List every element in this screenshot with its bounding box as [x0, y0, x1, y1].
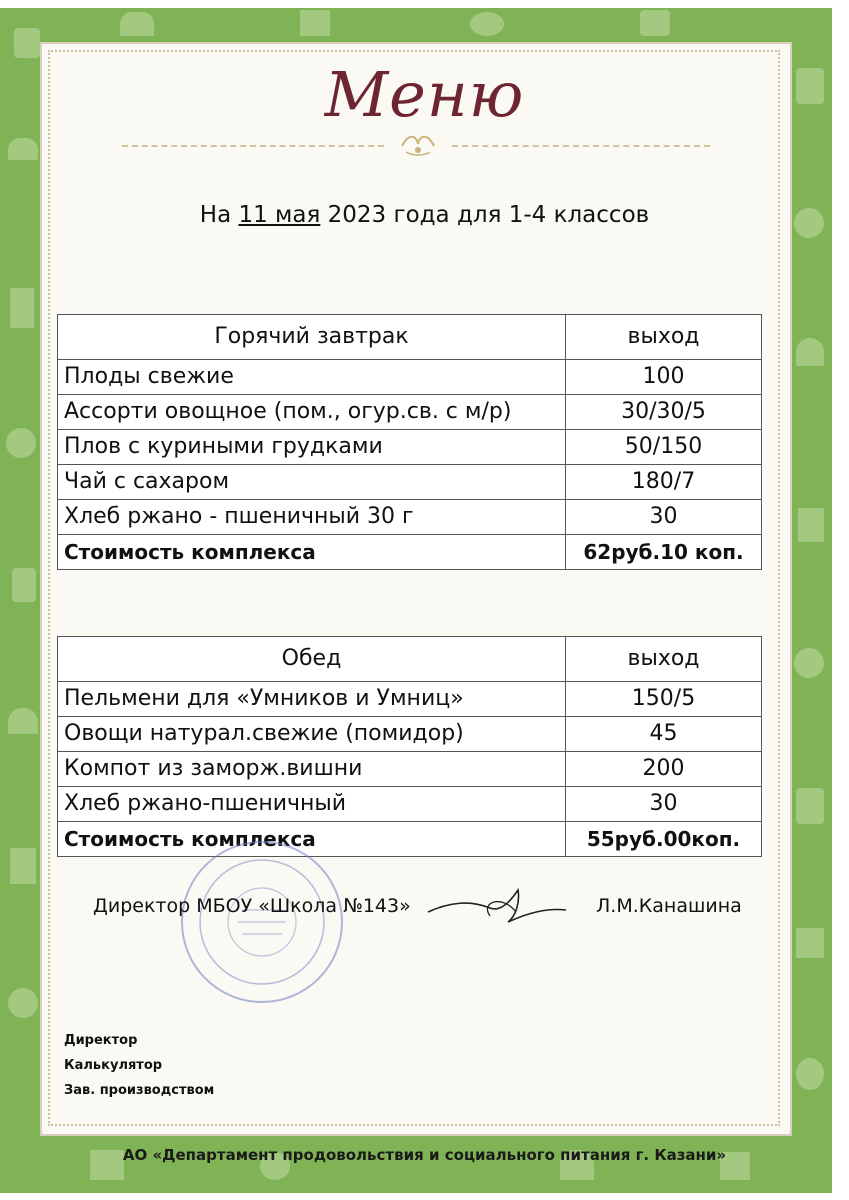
breakfast-heading: Горячий завтрак: [58, 315, 566, 360]
dish-name: Компот из заморж.вишни: [58, 752, 566, 787]
dish-output: 50/150: [566, 430, 762, 465]
table-row: [58, 752, 762, 787]
lunch-table: [57, 636, 762, 857]
table-header-row: [58, 315, 762, 360]
food-pattern-icon: [8, 708, 38, 734]
subtitle-prefix: На: [199, 202, 239, 228]
dish-output: 30: [566, 500, 762, 535]
table-row: [58, 465, 762, 500]
dish-name: Чай с сахаром: [58, 465, 566, 500]
dish-name: Плов с куриными грудками: [58, 430, 566, 465]
breakfast-table: [57, 314, 762, 570]
handwritten-signature: [420, 872, 570, 932]
food-pattern-icon: [6, 428, 36, 458]
food-pattern-icon: [798, 508, 824, 542]
dish-output: 180/7: [566, 465, 762, 500]
food-pattern-icon: [300, 10, 330, 36]
page-title: Меню: [324, 58, 525, 131]
menu-date-line: [0, 202, 849, 228]
dish-name: Овощи натурал.свежие (помидор): [58, 717, 566, 752]
table-row: [58, 395, 762, 430]
subtitle-date: 11 мая: [238, 202, 321, 228]
table-row: [58, 682, 762, 717]
food-pattern-icon: [120, 12, 154, 36]
total-row: [58, 535, 762, 570]
output-heading: выход: [566, 315, 762, 360]
total-value: 55руб.00коп.: [566, 822, 762, 857]
food-pattern-icon: [794, 648, 824, 678]
table-row: [58, 500, 762, 535]
role-production-manager: Зав. производством: [64, 1083, 215, 1098]
table-row: [58, 717, 762, 752]
round-stamp: [178, 838, 346, 1006]
dish-output: 45: [566, 717, 762, 752]
director-name: Л.М.Канашина: [596, 895, 742, 917]
total-label: Стоимость комплекса: [58, 535, 566, 570]
dish-name: Пельмени для «Умников и Умниц»: [58, 682, 566, 717]
director-position: Директор МБОУ «Школа №143»: [93, 895, 411, 917]
dish-name: Плоды свежие: [58, 360, 566, 395]
total-row: [58, 822, 762, 857]
dish-name: Хлеб ржано-пшеничный: [58, 787, 566, 822]
dish-output: 150/5: [566, 682, 762, 717]
title-divider-left: [122, 145, 384, 147]
role-director: Директор: [64, 1033, 138, 1048]
food-pattern-icon: [10, 848, 36, 884]
total-label: Стоимость комплекса: [58, 822, 566, 857]
food-pattern-icon: [470, 12, 504, 36]
dish-output: 200: [566, 752, 762, 787]
subtitle-suffix: 2023 года для 1-4 классов: [320, 202, 650, 228]
food-pattern-icon: [796, 338, 824, 366]
food-pattern-icon: [640, 10, 670, 36]
food-pattern-icon: [796, 928, 824, 958]
ornament-icon: [398, 132, 438, 158]
output-heading: выход: [566, 637, 762, 682]
table-header-row: [58, 637, 762, 682]
food-pattern-icon: [796, 788, 824, 824]
table-row: [58, 430, 762, 465]
dish-output: 30/30/5: [566, 395, 762, 430]
dish-output: 100: [566, 360, 762, 395]
dish-output: 30: [566, 787, 762, 822]
food-pattern-icon: [796, 1058, 824, 1090]
food-pattern-icon: [8, 988, 38, 1018]
food-pattern-icon: [14, 28, 40, 58]
role-calculator: Калькулятор: [64, 1058, 163, 1073]
dish-name: Хлеб ржано - пшеничный 30 г: [58, 500, 566, 535]
lunch-heading: Обед: [58, 637, 566, 682]
food-pattern-icon: [8, 138, 38, 160]
food-pattern-icon: [10, 288, 34, 328]
table-row: [58, 787, 762, 822]
food-pattern-icon: [12, 568, 36, 602]
title-divider-right: [452, 145, 710, 147]
footer-organization: АО «Департамент продовольствия и социального питания г. Казани»: [122, 1146, 727, 1164]
total-value: 62руб.10 коп.: [566, 535, 762, 570]
table-row: [58, 360, 762, 395]
dish-name: Ассорти овощное (пом., огур.св. с м/р): [58, 395, 566, 430]
